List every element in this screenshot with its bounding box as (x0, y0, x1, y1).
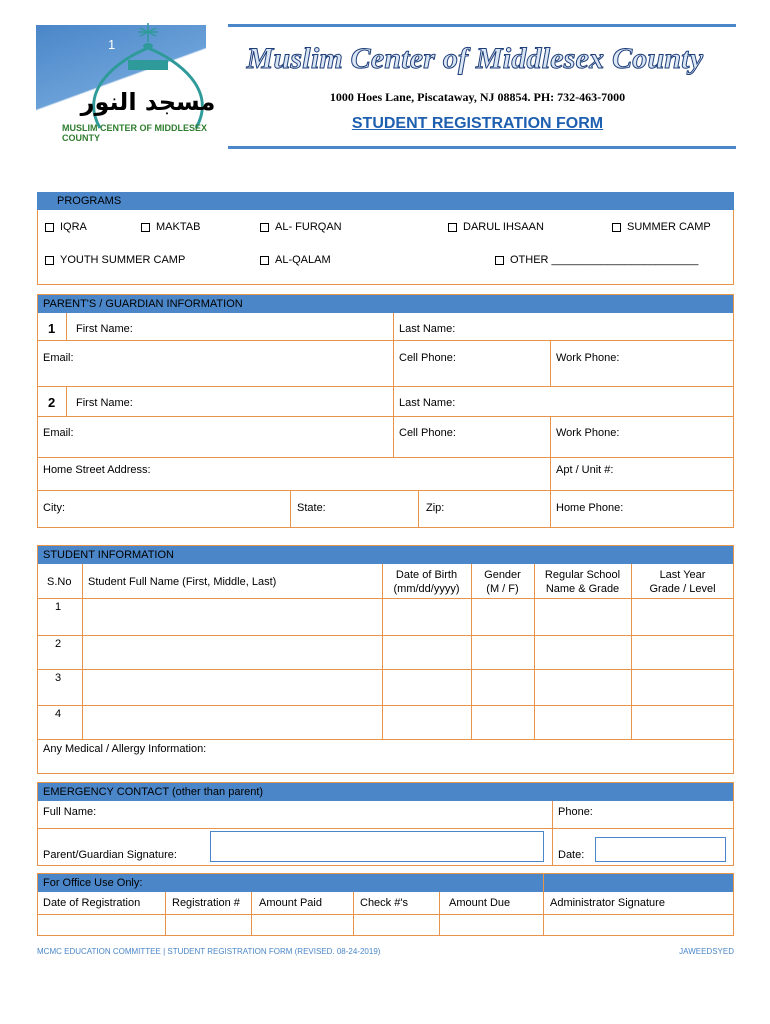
student-section (37, 545, 734, 774)
col-dob: Date of Birth (mm/dd/yyyy) (393, 569, 460, 595)
program-other[interactable]: OTHER ________________________ (495, 254, 698, 266)
col-gender: Gender (M / F) (484, 569, 521, 595)
checkbox-icon[interactable] (260, 256, 269, 265)
medical-allergy-info[interactable]: Any Medical / Allergy Information: (43, 743, 207, 755)
home-phone[interactable]: Home Phone: (556, 502, 624, 514)
parent-2-last-name[interactable]: Last Name: (399, 397, 456, 409)
office-section (37, 873, 734, 936)
office-col-amount-paid: Amount Paid (259, 897, 322, 909)
checkbox-icon[interactable] (45, 256, 54, 265)
parent-1-number: 1 (48, 321, 56, 336)
org-title: Muslim Center of Middlesex County (246, 42, 704, 75)
footer-right: JAWEEDSYED (679, 947, 734, 956)
checkbox-icon[interactable] (495, 256, 504, 265)
parent-1-work-phone[interactable]: Work Phone: (556, 352, 620, 364)
parent-1-cell-phone[interactable]: Cell Phone: (399, 352, 456, 364)
date-label: Date: (558, 849, 585, 861)
col-student-name: Student Full Name (First, Middle, Last) (88, 576, 277, 588)
col-sno: S.No (47, 576, 72, 588)
office-section-header: For Office Use Only: (38, 874, 733, 892)
zip[interactable]: Zip: (426, 502, 445, 514)
student-row-4: 4 (55, 708, 62, 720)
parent-2-first-name[interactable]: First Name: (76, 397, 133, 409)
checkbox-icon[interactable] (260, 223, 269, 232)
col-last-year: Last Year Grade / Level (649, 569, 716, 595)
program-al-qalam[interactable]: AL-QALAM (260, 254, 331, 266)
program-al-furqan[interactable]: AL- FURQAN (260, 221, 342, 233)
checkbox-icon[interactable] (45, 223, 54, 232)
page-number: 1 (108, 37, 116, 52)
office-col-admin-signature: Administrator Signature (550, 897, 665, 909)
header-bottom-rule (228, 146, 736, 149)
state[interactable]: State: (297, 502, 326, 514)
parent-1-email[interactable]: Email: (43, 352, 74, 364)
parent-section-header: PARENT'S / GUARDIAN INFORMATION (38, 295, 733, 313)
parent-2-work-phone[interactable]: Work Phone: (556, 427, 620, 439)
parent-2-email[interactable]: Email: (43, 427, 74, 439)
student-row-3: 3 (55, 672, 62, 684)
checkbox-icon[interactable] (141, 223, 150, 232)
org-address: 1000 Hoes Lane, Piscataway, NJ 08854. PH: 732-463-7000 (329, 90, 626, 104)
header-top-rule (228, 24, 736, 27)
student-row-2: 2 (55, 638, 62, 650)
office-col-date: Date of Registration (43, 897, 141, 909)
emergency-phone[interactable]: Phone: (558, 806, 593, 818)
office-col-registration: Registration # (172, 897, 240, 909)
logo-text: MUSLIM CENTER OF MIDDLESEX COUNTY (62, 123, 208, 143)
city[interactable]: City: (43, 502, 65, 514)
svg-text:مسجد النور: مسجد النور (80, 88, 216, 116)
home-street-address[interactable]: Home Street Address: (43, 464, 151, 476)
date-field[interactable] (595, 837, 726, 862)
form-title: STUDENT REGISTRATION FORM (351, 115, 604, 132)
student-section-header: STUDENT INFORMATION (38, 546, 733, 564)
signature-label: Parent/Guardian Signature: (43, 849, 177, 861)
emergency-full-name[interactable]: Full Name: (43, 806, 97, 818)
checkbox-icon[interactable] (612, 223, 621, 232)
program-maktab[interactable]: MAKTAB (141, 221, 200, 233)
office-col-check: Check #'s (360, 897, 408, 909)
parent-2-cell-phone[interactable]: Cell Phone: (399, 427, 456, 439)
parent-section (37, 294, 734, 528)
program-summer-camp[interactable]: SUMMER CAMP (612, 221, 711, 233)
col-school: Regular School Name & Grade (544, 569, 621, 595)
program-youth-summer-camp[interactable]: YOUTH SUMMER CAMP (45, 254, 185, 266)
program-iqra[interactable]: IQRA (45, 221, 87, 233)
footer-left: MCMC EDUCATION COMMITTEE | STUDENT REGISTRATION FORM (REVISED. 08-24-2019) (37, 947, 381, 956)
parent-2-number: 2 (48, 395, 56, 410)
student-row-1: 1 (55, 601, 62, 613)
parent-1-first-name[interactable]: First Name: (76, 323, 133, 335)
emergency-section-header: EMERGENCY CONTACT (other than parent) (38, 783, 733, 801)
office-col-amount-due: Amount Due (449, 897, 511, 909)
apt-unit[interactable]: Apt / Unit #: (556, 464, 614, 476)
programs-header: PROGRAMS (37, 192, 734, 210)
checkbox-icon[interactable] (448, 223, 457, 232)
program-darul-ihsaan[interactable]: DARUL IHSAAN (448, 221, 544, 233)
parent-1-last-name[interactable]: Last Name: (399, 323, 456, 335)
programs-section (37, 210, 734, 285)
signature-field[interactable] (210, 831, 544, 862)
